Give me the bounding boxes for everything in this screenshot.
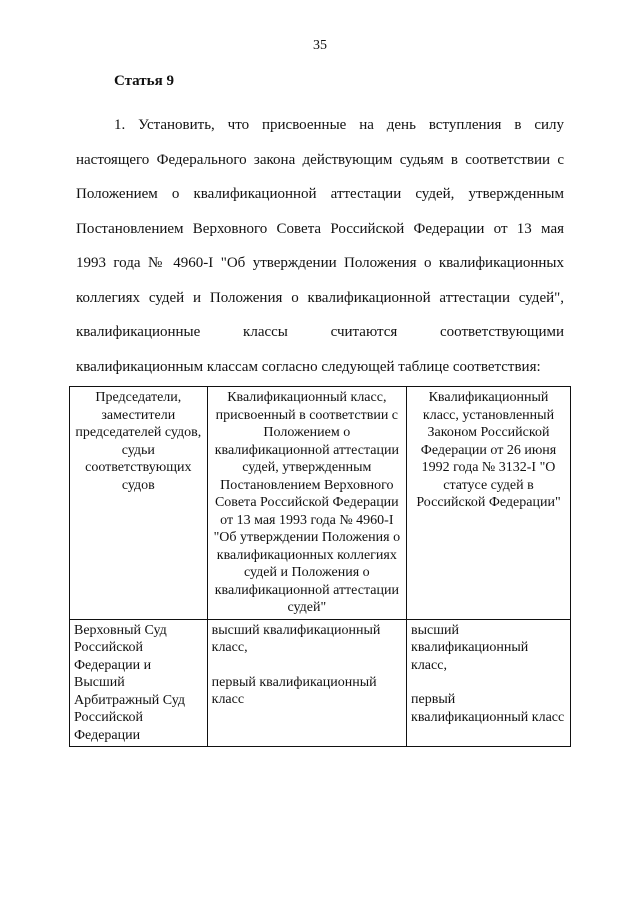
article-paragraph	[76, 108, 564, 384]
table-header-row	[70, 387, 571, 620]
cell-court: Верховный Суд Российской Федерации и Высший Арбитражный Суд Российской Федерации	[70, 619, 208, 747]
paragraph-line: коллегиях судей и Положения о квалификационной аттестации судей",	[76, 289, 564, 306]
article-title: Статья 9	[114, 73, 174, 89]
spacer	[411, 674, 566, 691]
paragraph-line: 1. Установить, что присвоенные на день вступления в силу	[114, 117, 564, 133]
cell-new-class	[407, 619, 571, 747]
paragraph-line: Положением о квалификационной аттестации судей, утвержденным	[76, 186, 564, 202]
new-class-highest: высший квалификационный класс,	[411, 622, 529, 673]
old-class-first: первый квалификационный класс	[211, 674, 377, 707]
header-old-class: Квалификационный класс, присвоенный в соответствии с Положением о квалификационной аттестации судей, утвержденным Постановлением Верховного Совета Российской Федерации от 13 мая 1993 года № 4960-I "Об утверждении Положения о квалификационных коллегиях судей и Положения о квалификационной аттестации судей"	[207, 387, 406, 620]
header-court: Председатели, заместители председателей судов, судьи соответствующих судов	[70, 387, 208, 620]
correspondence-table	[69, 386, 571, 747]
header-new-class: Квалификационный класс, установленный Законом Российской Федерации от 26 июня 1992 года № 3132-I "О статусе судей в Российской Федерации"	[407, 387, 571, 620]
paragraph-line: 1993 года № 4960-I "Об утверждении Положения о квалификационных	[76, 255, 564, 271]
new-class-first: первый квалификационный класс	[411, 692, 565, 725]
page-number: 35	[313, 38, 327, 53]
old-class-highest: высший квалификационный класс,	[211, 622, 381, 655]
cell-old-class	[207, 619, 406, 747]
spacer	[212, 657, 402, 674]
paragraph-line: квалификационным классам согласно следующей таблице соответствия:	[76, 358, 541, 375]
table-row	[70, 619, 571, 747]
paragraph-line: Постановлением Верховного Совета Российской Федерации от 13 мая	[76, 220, 564, 237]
paragraph-line: квалификационные классы считаются соответствующими	[76, 324, 564, 340]
paragraph-line: настоящего Федерального закона действующим судьям в соответствии с	[76, 151, 564, 168]
